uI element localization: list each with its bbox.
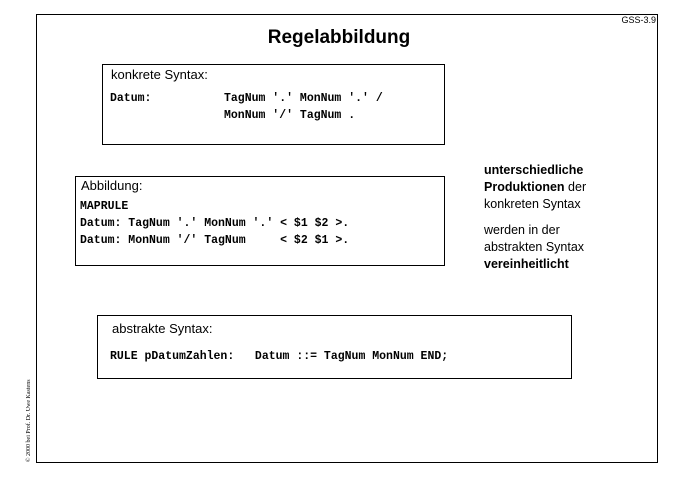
copyright-text: © 2000 bei Prof. Dr. Uwe Kastens bbox=[26, 379, 32, 462]
slide-id: GSS-3.9 bbox=[621, 15, 656, 25]
note-text-3: werden in der bbox=[484, 223, 560, 237]
abstract-syntax-label: abstrakte Syntax: bbox=[112, 321, 213, 336]
note-bold-2: Produktionen bbox=[484, 180, 565, 194]
mapping-line: MAPRULE bbox=[80, 200, 129, 213]
note-text-2: konkreten Syntax bbox=[484, 197, 581, 211]
mapping-line: Datum: TagNum '.' MonNum '.' < $1 $2 >. bbox=[80, 217, 350, 230]
abstract-rule: RULE pDatumZahlen: Datum ::= TagNum MonNum END; bbox=[110, 350, 449, 363]
page-title: Regelabbildung bbox=[267, 27, 411, 48]
concrete-line1-head: Datum: bbox=[110, 92, 152, 105]
mapping-line: Datum: MonNum '/' TagNum < $2 $1 >. bbox=[80, 234, 350, 247]
mapping-label: Abbildung: bbox=[81, 178, 143, 193]
note-text-4: abstrakten Syntax bbox=[484, 240, 585, 254]
note-bold-3: vereinheitlicht bbox=[484, 257, 569, 271]
side-note bbox=[484, 162, 586, 273]
concrete-syntax-label: konkrete Syntax: bbox=[111, 67, 208, 82]
concrete-line2-body: MonNum '/' TagNum . bbox=[224, 109, 356, 122]
note-text-1: der bbox=[564, 180, 587, 194]
note-bold-1: unterschiedliche bbox=[484, 163, 584, 177]
concrete-line1-body: TagNum '.' MonNum '.' / bbox=[224, 92, 383, 105]
